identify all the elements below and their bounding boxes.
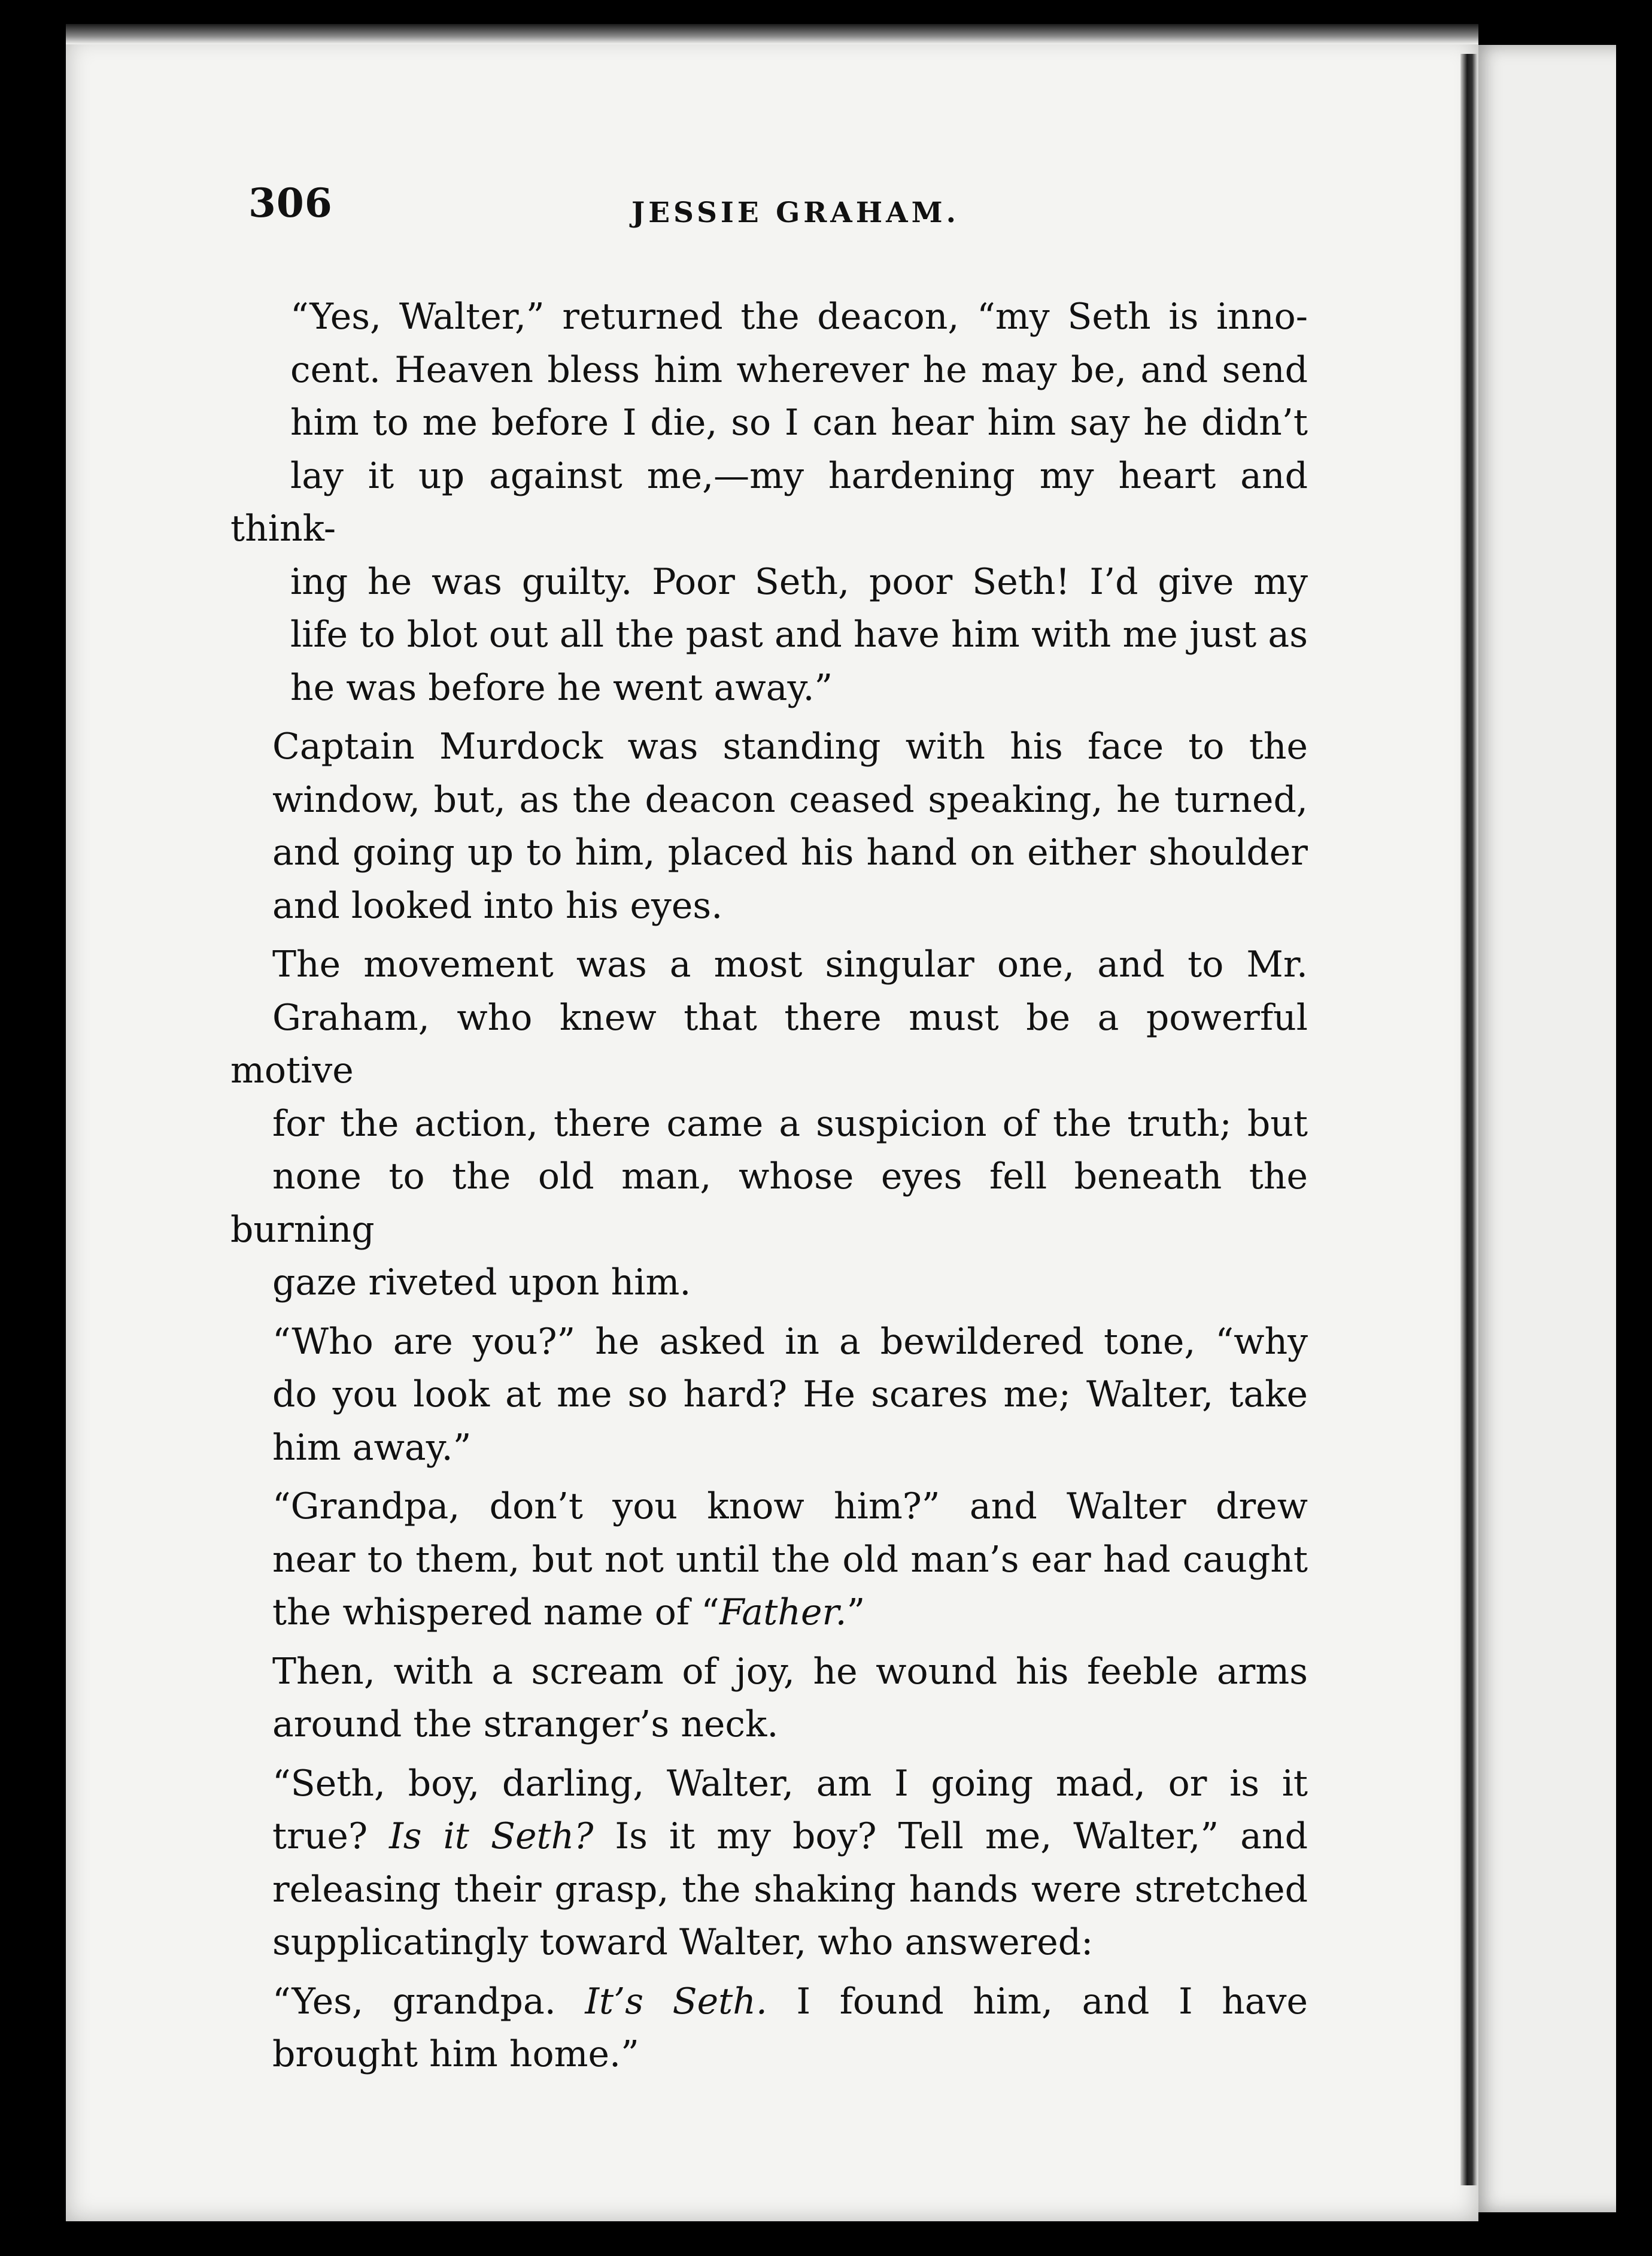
text-line: supplicatingly toward Walter, who answered:: [272, 1921, 1094, 1963]
text-line: around the stranger’s neck.: [272, 1703, 779, 1745]
text-line: do you look at me so hard? He scares me; Walter, take: [272, 1373, 1308, 1415]
text-line: Graham, who knew that there must be a powerful motive: [230, 996, 1308, 1091]
text-line: “Who are you?” he asked in a bewildered tone, “why: [272, 1320, 1308, 1363]
text-line: near to them, but not until the old man’s ear had caught: [272, 1538, 1308, 1581]
page-number: 306: [248, 180, 333, 226]
paragraph: [230, 1975, 1308, 2081]
running-title: JESSIE GRAHAM.: [631, 196, 960, 229]
paragraph: [230, 1315, 1308, 1475]
paragraph: [230, 1645, 1308, 1751]
text-line: Then, with a scream of joy, he wound his feeble arms: [272, 1650, 1308, 1693]
text-line: life to blot out all the past and have him with me just as: [290, 614, 1308, 656]
text-line: gaze riveted upon him.: [272, 1262, 691, 1303]
text-line: [230, 1975, 1308, 2028]
text-fragment: Is it my boy? Tell me, Walter,” and: [593, 1815, 1308, 1857]
text-line: “Seth, boy, darling, Walter, am I going mad, or is it: [272, 1762, 1308, 1805]
text-line: The movement was a most singular one, and to Mr.: [272, 944, 1308, 986]
italic-text: It’s Seth.: [585, 1980, 767, 2022]
page-top-edge: [66, 24, 1478, 44]
text-line: for the action, there came a suspicion of the truth; but: [272, 1102, 1308, 1145]
body-text: [230, 290, 1308, 2081]
italic-text: Is it Seth?: [389, 1815, 594, 1857]
text-line: “Grandpa, don’t you know him?” and Walter drew: [272, 1485, 1308, 1527]
text-line: releasing their grasp, the shaking hands were stretched: [272, 1868, 1308, 1911]
text-fragment: true?: [272, 1815, 390, 1857]
text-line: “Yes, Walter,” returned the deacon, “my Seth is inno-: [290, 296, 1308, 338]
book-gutter: [1460, 54, 1477, 2185]
paragraph: [230, 1757, 1308, 1969]
text-fragment: ”: [846, 1591, 866, 1633]
paragraph: [230, 1480, 1308, 1639]
text-line: and going up to him, placed his hand on either shoulder: [272, 832, 1308, 874]
italic-text: Father.: [719, 1591, 847, 1633]
text-line: he was before he went away.”: [290, 666, 833, 709]
text-fragment: the whispered name of “: [272, 1591, 719, 1633]
page-header: [248, 180, 1356, 245]
text-line: [230, 1810, 1308, 1863]
paragraph: [230, 720, 1308, 932]
text-line: him to me before I die, so I can hear him say he didn’t: [290, 402, 1308, 444]
text-fragment: “Yes, grandpa.: [272, 1980, 585, 2022]
text-line: window, but, as the deacon ceased speaking, he turned,: [272, 778, 1308, 821]
text-fragment: I found him, and I have: [767, 1980, 1308, 2022]
text-line: ing he was guilty. Poor Seth, poor Seth! I’d give my: [290, 560, 1308, 603]
text-line: none to the old man, whose eyes fell beneath the burning: [230, 1156, 1308, 1251]
text-line: brought him home.”: [272, 2033, 639, 2075]
text-line: cent. Heaven bless him wherever he may be, and send: [290, 348, 1308, 391]
text-line: and looked into his eyes.: [272, 884, 723, 927]
text-line: [230, 1586, 1308, 1639]
facing-page-edge: [1478, 45, 1628, 2212]
text-line: Captain Murdock was standing with his face to the: [272, 726, 1308, 768]
paragraph: [230, 938, 1308, 1309]
scan-right-margin: [1616, 45, 1652, 2212]
text-line: him away.”: [272, 1426, 472, 1469]
text-line: lay it up against me,—my hardening my heart and think-: [230, 454, 1308, 550]
paragraph: [230, 290, 1308, 714]
